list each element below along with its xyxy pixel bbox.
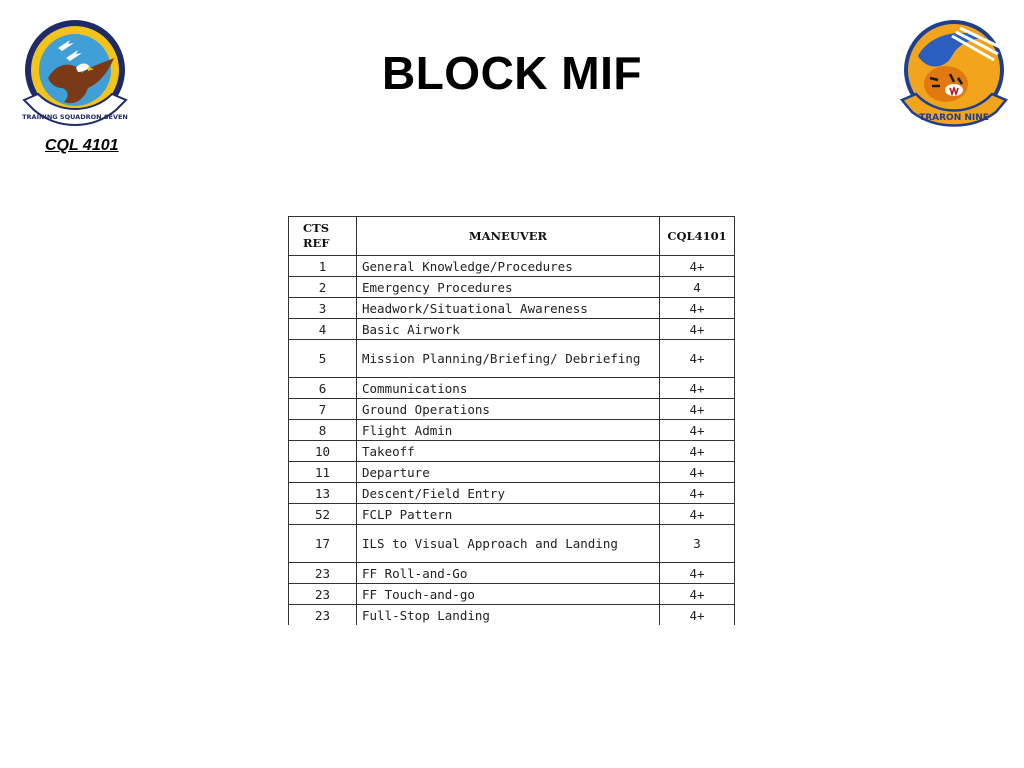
cell-cql: 3 <box>660 525 735 563</box>
cell-ref: 11 <box>289 462 357 483</box>
header-maneuver: MANEUVER <box>357 217 660 256</box>
right-logo-text: TRARON NINE <box>919 113 989 123</box>
cell-cql: 4+ <box>660 420 735 441</box>
cell-ref: 23 <box>289 584 357 605</box>
table-row <box>289 256 735 277</box>
cell-maneuver: Descent/Field Entry <box>357 483 660 504</box>
traron-nine-logo <box>898 16 1010 128</box>
course-code-label: CQL 4101 <box>45 137 119 154</box>
cell-ref: 2 <box>289 277 357 298</box>
cell-cql: 4+ <box>660 462 735 483</box>
table-row <box>289 483 735 504</box>
cell-ref: 17 <box>289 525 357 563</box>
table-row <box>289 420 735 441</box>
table-row <box>289 563 735 584</box>
cell-maneuver: General Knowledge/Procedures <box>357 256 660 277</box>
header-ref-line2: REF <box>303 236 330 250</box>
table-row <box>289 277 735 298</box>
cell-cql: 4+ <box>660 504 735 525</box>
cell-cql: 4+ <box>660 605 735 626</box>
cell-ref: 3 <box>289 298 357 319</box>
table-row <box>289 378 735 399</box>
cell-cql: 4+ <box>660 256 735 277</box>
table-row <box>289 525 735 563</box>
cell-cql: 4+ <box>660 441 735 462</box>
cell-cql: 4+ <box>660 584 735 605</box>
left-logo-text: TRAINING SQUADRON SEVEN <box>22 113 128 121</box>
header-cql4101: CQL4101 <box>660 217 735 256</box>
cell-maneuver: Ground Operations <box>357 399 660 420</box>
mif-table <box>288 216 735 625</box>
cell-maneuver: Full-Stop Landing <box>357 605 660 626</box>
cell-maneuver: Communications <box>357 378 660 399</box>
table-row <box>289 340 735 378</box>
cell-ref: 23 <box>289 563 357 584</box>
cell-cql: 4+ <box>660 298 735 319</box>
header-ref-line1: CTS <box>303 221 330 235</box>
cell-maneuver: FF Roll-and-Go <box>357 563 660 584</box>
header-cts-ref <box>289 217 357 256</box>
cell-maneuver: Mission Planning/Briefing/ Debriefing <box>357 340 660 378</box>
cell-cql: 4+ <box>660 378 735 399</box>
cell-cql: 4+ <box>660 399 735 420</box>
cell-maneuver: Basic Airwork <box>357 319 660 340</box>
cell-ref: 4 <box>289 319 357 340</box>
cell-cql: 4+ <box>660 483 735 504</box>
cell-ref: 7 <box>289 399 357 420</box>
cell-maneuver: FCLP Pattern <box>357 504 660 525</box>
tiger-squadron-patch-icon <box>898 16 1010 128</box>
cell-ref: 5 <box>289 340 357 378</box>
cell-ref: 13 <box>289 483 357 504</box>
cell-maneuver: Departure <box>357 462 660 483</box>
cell-ref: 8 <box>289 420 357 441</box>
cell-cql: 4+ <box>660 319 735 340</box>
cell-cql: 4+ <box>660 563 735 584</box>
table-row <box>289 462 735 483</box>
cell-maneuver: Flight Admin <box>357 420 660 441</box>
table-row <box>289 319 735 340</box>
cell-maneuver: ILS to Visual Approach and Landing <box>357 525 660 563</box>
cell-ref: 23 <box>289 605 357 626</box>
cell-ref: 1 <box>289 256 357 277</box>
cell-cql: 4 <box>660 277 735 298</box>
table-row <box>289 298 735 319</box>
table-row <box>289 584 735 605</box>
cell-maneuver: Headwork/Situational Awareness <box>357 298 660 319</box>
cell-ref: 52 <box>289 504 357 525</box>
cell-maneuver: Emergency Procedures <box>357 277 660 298</box>
table-row <box>289 605 735 626</box>
cell-maneuver: Takeoff <box>357 441 660 462</box>
cell-maneuver: FF Touch-and-go <box>357 584 660 605</box>
table-row <box>289 441 735 462</box>
table-header-row <box>289 217 735 256</box>
page-title: BLOCK MIF <box>381 47 642 99</box>
table-row <box>289 504 735 525</box>
cell-ref: 6 <box>289 378 357 399</box>
mif-table-container <box>288 216 735 625</box>
table-row <box>289 399 735 420</box>
cell-cql: 4+ <box>660 340 735 378</box>
cell-ref: 10 <box>289 441 357 462</box>
